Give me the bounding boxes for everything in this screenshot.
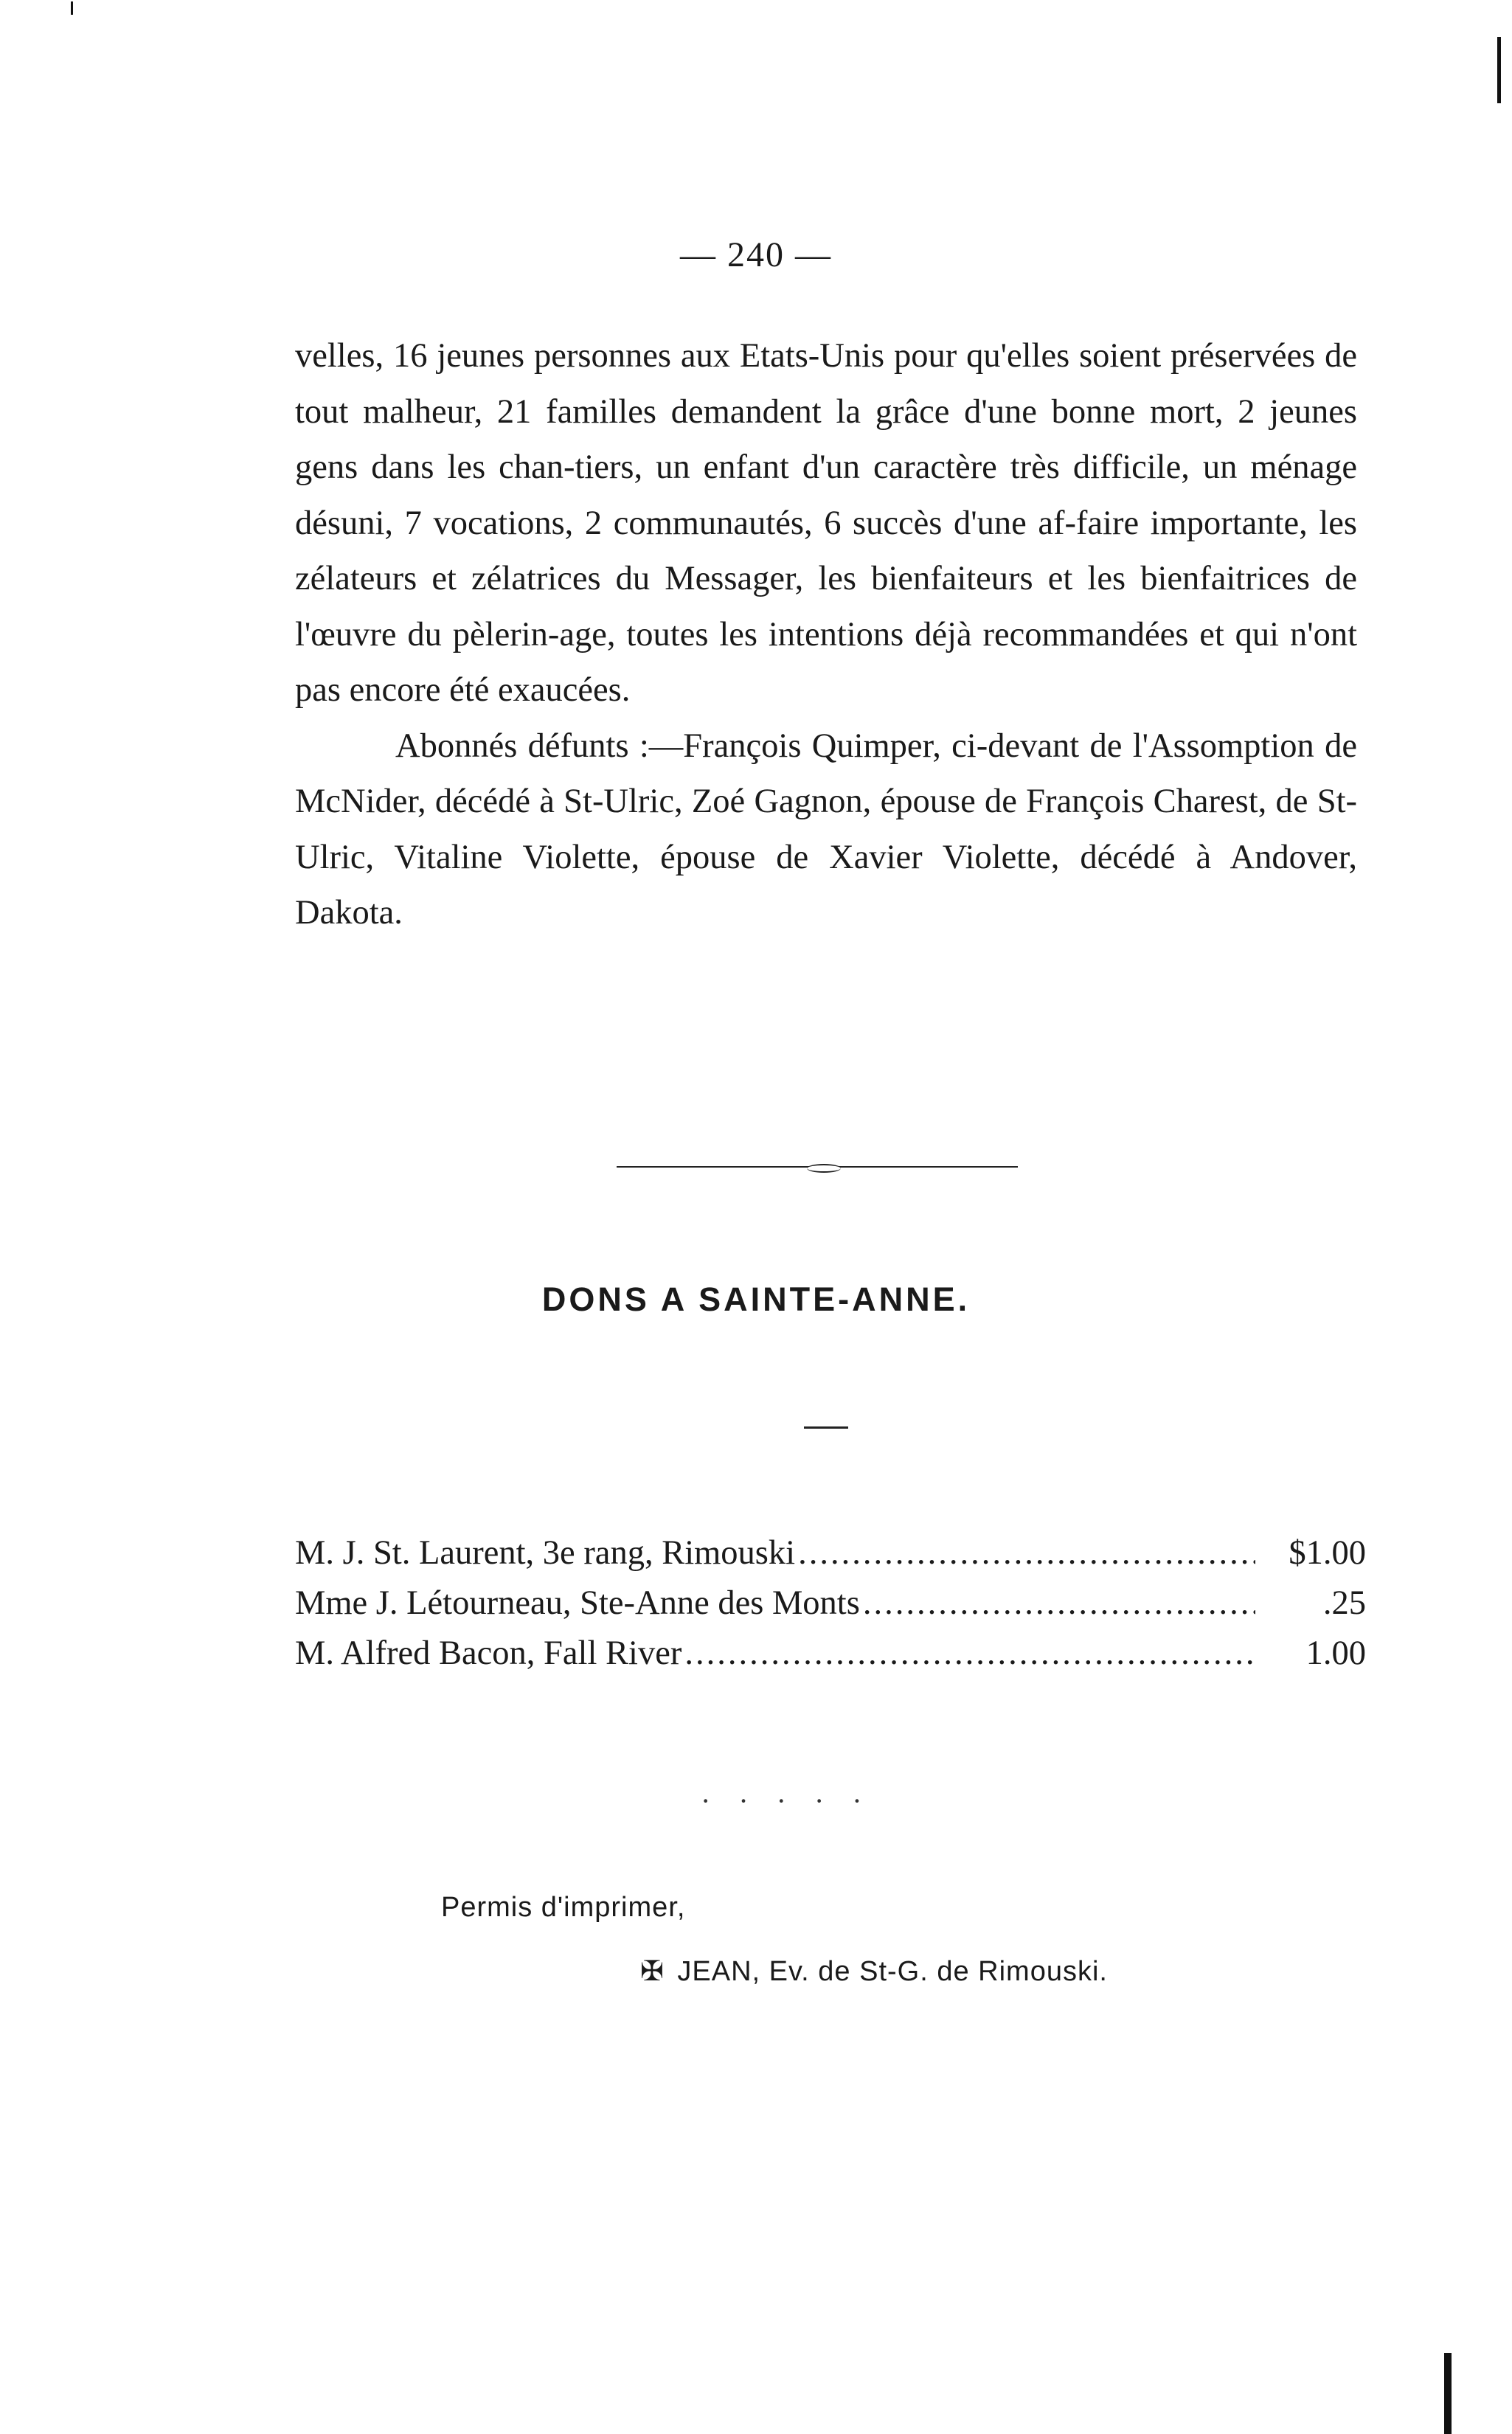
body-text xyxy=(295,328,1357,941)
section-title: DONS A SAINTE-ANNE. xyxy=(541,1280,971,1318)
donations-list xyxy=(295,1528,1366,1679)
donor-name: M. J. St. Laurent, 3e rang, Rimouski xyxy=(295,1534,796,1572)
margin-mark-bottom-right xyxy=(1444,2353,1452,2434)
paragraph-intentions: velles, 16 jeunes personnes aux Etats-Unis pour qu'elles soient préservées de tout malheur, 21 familles demandent la grâce d'une bonne mort, 2 jeunes gens dans les chan-tiers, un enfant d'un caractère très difficile, un ménage désuni, 7 vocations, 2 communautés, 6 succès d'une af-faire importante, les zélateurs et zélatrices du Messager, les bienfaiteurs et les bienfaitrices de l'œuvre du pèlerin-age, toutes les intentions déjà recommandées et qui n'ont pas encore été exaucées. xyxy=(295,337,1357,709)
donor-name: Mme J. Létourneau, Ste-Anne des Monts xyxy=(295,1584,860,1622)
donation-row xyxy=(295,1578,1366,1629)
margin-mark-top-right xyxy=(1497,37,1501,103)
signature-text: JEAN, Ev. de St-G. de Rimouski. xyxy=(677,1956,1108,1987)
ornamental-divider xyxy=(617,1164,1018,1170)
stray-print-marks: ····· xyxy=(701,1784,890,1817)
page-number: — 240 — xyxy=(680,235,832,274)
leader-dots xyxy=(795,1528,1255,1578)
donation-row xyxy=(295,1629,1366,1679)
leader-dots xyxy=(860,1578,1255,1629)
donation-amount: $1.00 xyxy=(1289,1534,1366,1572)
donor-name: M. Alfred Bacon, Fall River xyxy=(295,1634,682,1672)
donation-amount: .25 xyxy=(1322,1584,1366,1622)
imprimatur-line: Permis d'imprimer, xyxy=(441,1892,686,1923)
paragraph-deceased-subscribers: Abonnés défunts :—François Quimper, ci-devant de l'Assomption de McNider, décédé à St-Ulric, Zoé Gagnon, épouse de François Charest, de St-Ulric, Vitaline Violette, épouse de Xavier Violette, décédé à Andover, Dakota. xyxy=(295,727,1357,932)
donation-amount: 1.00 xyxy=(1305,1634,1366,1672)
margin-mark-top-left xyxy=(71,1,73,15)
ornament-knot xyxy=(807,1164,841,1173)
donation-row xyxy=(295,1528,1366,1578)
short-divider xyxy=(804,1426,848,1429)
signature-line xyxy=(640,1955,1108,1988)
leader-dots xyxy=(682,1629,1255,1679)
cross-icon: ✠ xyxy=(640,1956,665,1987)
